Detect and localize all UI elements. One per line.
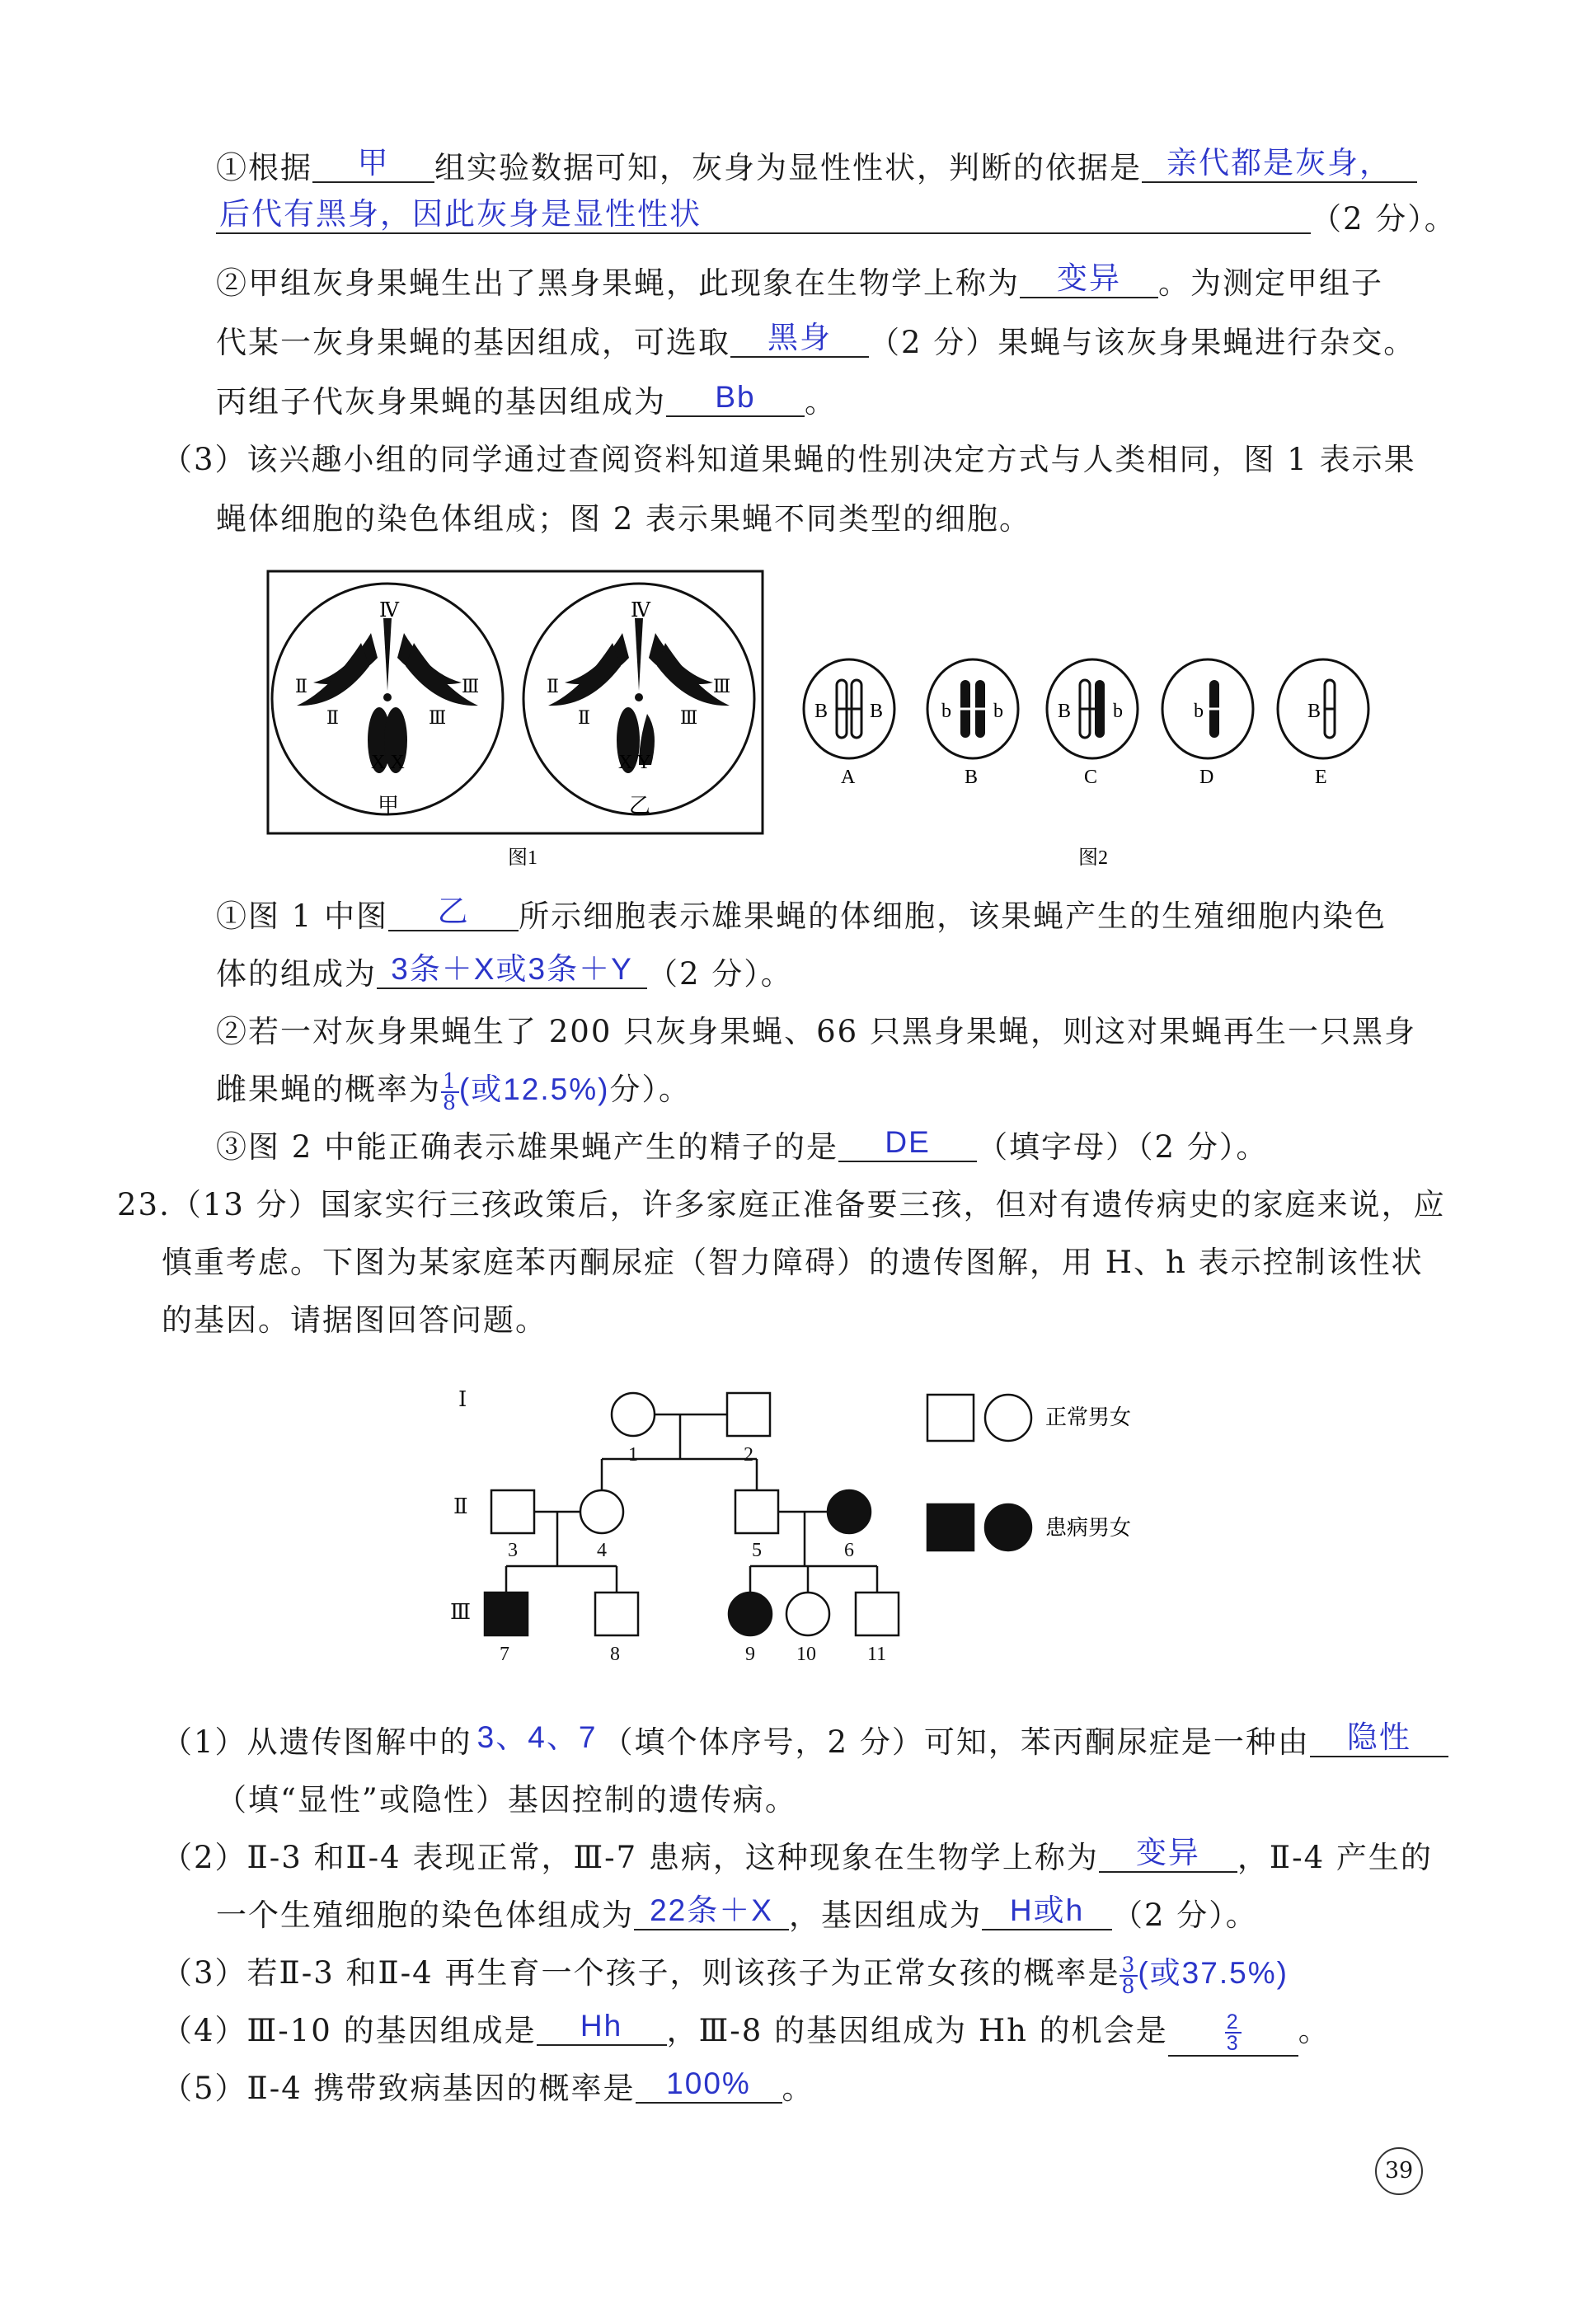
cell-D <box>1162 659 1253 788</box>
svg-text:B: B <box>1307 701 1321 722</box>
svg-text:b: b <box>1194 701 1204 722</box>
svg-text:3: 3 <box>508 1540 518 1561</box>
svg-text:Ⅱ: Ⅱ <box>547 676 559 697</box>
svg-text:Ⅳ: Ⅳ <box>631 600 650 622</box>
q23-s1-line1: （1）从遗传图解中的 3、4、7 （填个体序号，2 分）可知，苯丙酮尿症是一种由 隐性 <box>162 1721 1448 1764</box>
svg-text:Ⅱ: Ⅱ <box>295 676 307 697</box>
q23-intro-line3: 的基因。请据图回答问题。 <box>162 1302 547 1338</box>
svg-text:b: b <box>993 701 1003 722</box>
q22-p2-line3: 丙组子代灰身果蝇的基因组成为 Bb 。 <box>216 380 837 420</box>
answer-blank: 黑身 <box>730 320 869 358</box>
svg-text:8: 8 <box>610 1644 620 1665</box>
answer-blank: 甲 <box>312 145 434 183</box>
svg-text:B: B <box>965 767 979 788</box>
svg-text:7: 7 <box>500 1644 509 1665</box>
svg-text:B: B <box>1058 701 1072 722</box>
q23-s4-line: （4）Ⅲ-10 的基因组成是 Hh ，Ⅲ-8 的基因组成为 Hh 的机会是 $\frac{2}{3}$ 。 <box>162 2009 1331 2056</box>
q22-p2-line2: 代某一灰身果蝇的基因组成，可选取 黑身 （2 分）果蝇与该灰身果蝇进行杂交。 <box>216 321 1416 360</box>
svg-text:Ⅲ: Ⅲ <box>680 707 698 728</box>
svg-text:B: B <box>870 701 884 722</box>
q22-p5-line2: 雌果蝇的概率为 $\frac{1}{8}$ (或12.5%)分）。 <box>216 1068 691 1114</box>
q22-p1-line2: 后代有黑身，因此灰身是显性性状 （2 分）。 <box>216 198 1457 241</box>
svg-text:B: B <box>814 701 829 722</box>
answer-blank: 变异 <box>1020 260 1158 298</box>
q23-s2-line1: （2）Ⅱ-3 和Ⅱ-4 表现正常，Ⅲ-7 患病，这种现象在生物学上称为 变异 ，Ⅱ-4 产生的 <box>162 1836 1433 1875</box>
pedigree-chart <box>445 1377 1171 1682</box>
svg-text:Ⅱ: Ⅱ <box>453 1494 468 1518</box>
legend-affected: 患病男女 <box>1045 1516 1132 1540</box>
svg-text:Ⅱ: Ⅱ <box>326 707 339 728</box>
svg-text:E: E <box>1315 767 1327 788</box>
q23-s5-line: （5）Ⅱ-4 携带致病基因的概率是 100% 。 <box>162 2066 814 2106</box>
q22-p2-line1: ②甲组灰身果蝇生出了黑身果蝇，此现象在生物学上称为 变异 。为测定甲组子 <box>216 261 1383 301</box>
svg-text:2: 2 <box>744 1444 753 1466</box>
svg-text:10: 10 <box>796 1644 816 1665</box>
answer-blank: Bb <box>666 379 805 417</box>
q22-p5-line1: ②若一对灰身果蝇生了 200 只灰身果蝇、66 只黑身果蝇，则这对果蝇再生一只黑身 <box>216 1014 1416 1049</box>
cell-B <box>927 659 1018 788</box>
q23-intro-line2: 慎重考虑。下图为某家庭苯丙酮尿症（智力障碍）的遗传图解，用 H、h 表示控制该性状 <box>162 1245 1424 1280</box>
cell-label-yi: 乙 <box>629 794 651 818</box>
q22-p6-line: ③图 2 中能正确表示雄果蝇产生的精子的是 DE （填字母）（2 分）。 <box>216 1125 1269 1165</box>
answer-blank: 后代有黑身，因此灰身是显性性状 <box>216 196 1311 234</box>
cell-E <box>1278 659 1368 788</box>
q22-p3-line1: （3）该兴趣小组的同学通过查阅资料知道果蝇的性别决定方式与人类相同，图 1 表示果 <box>162 442 1416 477</box>
cell-C <box>1047 659 1138 788</box>
q22-p3-line2: 蝇体细胞的染色体组成；图 2 表示果蝇不同类型的细胞。 <box>216 501 1032 537</box>
svg-text:b: b <box>941 701 951 722</box>
cell-label-jia: 甲 <box>378 794 400 818</box>
figure-2 <box>800 651 1377 874</box>
legend-normal: 正常男女 <box>1045 1405 1132 1429</box>
q23-s1-line2: （填“显性”或隐性）基因控制的遗传病。 <box>216 1782 797 1818</box>
sex-chrom-label: X X <box>371 752 405 773</box>
figure-2-caption: 图2 <box>1078 847 1108 869</box>
svg-text:Ⅲ: Ⅲ <box>429 707 447 728</box>
answer-blank: 亲代都是灰身， <box>1142 145 1417 183</box>
svg-text:X Y: X Y <box>618 752 651 773</box>
q22-p4-line1: ①图 1 中图 乙 所示细胞表示雄果蝇的体细胞，该果蝇产生的生殖细胞内染色 <box>216 894 1387 934</box>
svg-text:Ⅲ: Ⅲ <box>713 676 731 697</box>
svg-text:Ⅰ: Ⅰ <box>458 1387 467 1411</box>
page-number: 39 <box>1375 2147 1423 2195</box>
svg-text:6: 6 <box>844 1540 854 1561</box>
figure-1 <box>264 567 767 880</box>
figure-1-caption: 图1 <box>508 847 537 869</box>
svg-text:Ⅱ: Ⅱ <box>578 707 590 728</box>
svg-text:Ⅲ: Ⅲ <box>462 676 480 697</box>
svg-text:11: 11 <box>867 1644 887 1665</box>
svg-text:C: C <box>1084 767 1098 788</box>
svg-text:Ⅲ: Ⅲ <box>450 1600 472 1624</box>
q23-intro-line1: 23.（13 分）国家实行三孩政策后，许多家庭正准备要三孩，但对有遗传病史的家庭来说，应 <box>117 1187 1446 1222</box>
svg-text:9: 9 <box>745 1644 755 1665</box>
q23-s2-line2: 一个生殖细胞的染色体组成为 22条＋X ，基因组成为 H或h （2 分）。 <box>216 1893 1258 1933</box>
q22-p4-line2: 体的组成为 3条＋X或3条＋Y （2 分）。 <box>216 952 793 992</box>
svg-text:A: A <box>841 767 856 788</box>
svg-text:4: 4 <box>597 1540 607 1561</box>
svg-text:1: 1 <box>628 1444 638 1466</box>
q22-p1-line1: ①根据 甲 组实验数据可知，灰身为显性性状，判断的依据是 亲代都是灰身， <box>216 147 1417 190</box>
svg-text:5: 5 <box>752 1540 762 1561</box>
svg-text:D: D <box>1199 767 1214 788</box>
q23-s3-line: （3）若Ⅱ-3 和Ⅱ-4 再生育一个孩子，则该孩子为正常女孩的概率是 $\frac{3}{8}$ (或37.5%) <box>162 1952 1289 1998</box>
svg-text:b: b <box>1113 701 1123 722</box>
cell-A <box>804 659 894 788</box>
chrom-label: Ⅳ <box>379 600 399 622</box>
